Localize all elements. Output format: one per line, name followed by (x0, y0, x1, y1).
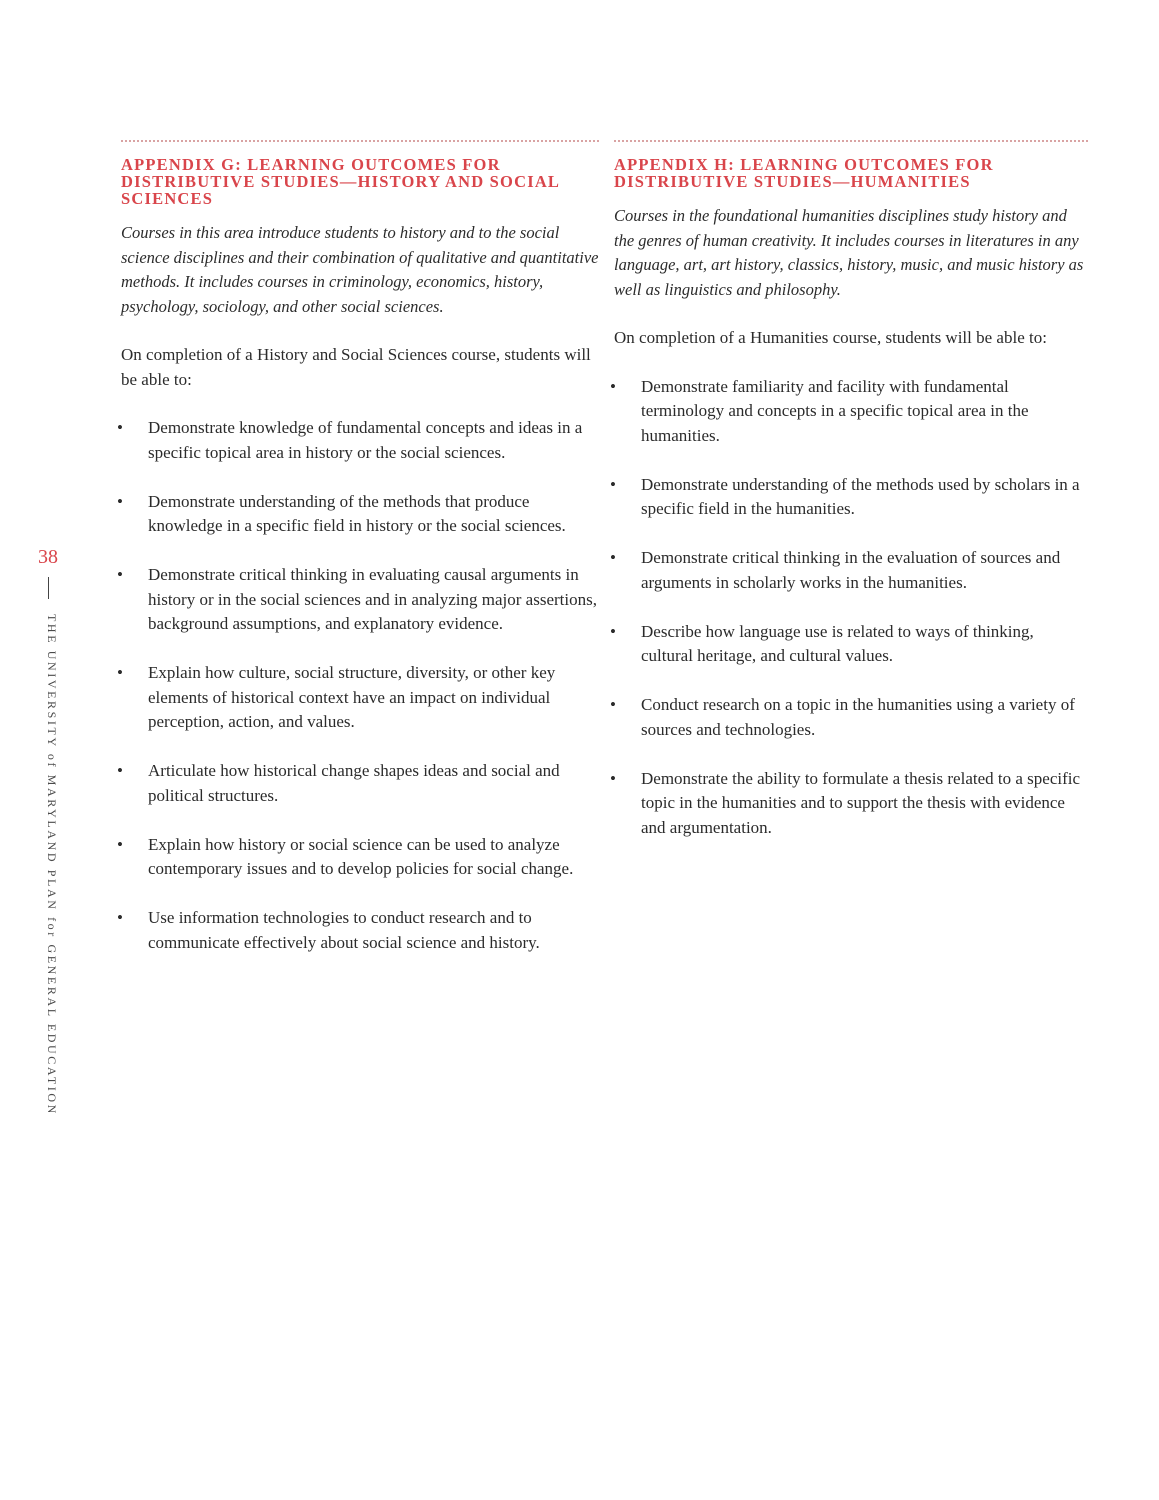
list-item-text: Conduct research on a topic in the humanities using a variety of sources and technologies. (641, 695, 1075, 739)
list-item (117, 906, 599, 955)
bullet-icon: • (117, 663, 123, 682)
running-title: THE UNIVERSITY of MARYLAND PLAN for GENERAL EDUCATION (45, 614, 59, 1116)
appendix-h-intro: Courses in the foundational humanities disciplines study history and the genres of human creativity. It includes courses in literatures in any language, art, art history, classics, history, music, and music history as well as linguistics and philosophy. (614, 206, 1084, 299)
list-item (610, 473, 1088, 522)
appendix-h-heading: APPENDIX H: LEARNING OUTCOMES FOR DISTRIBUTIVE STUDIES—HUMANITIES (614, 155, 994, 191)
list-item (117, 490, 599, 539)
list-item-text: Demonstrate understanding of the methods used by scholars in a specific field in the humanities. (641, 474, 1080, 518)
dotted-divider (121, 140, 599, 142)
bullet-icon: • (117, 834, 123, 854)
list-item (117, 833, 599, 882)
bullet-icon: • (117, 418, 123, 437)
appendix-g-intro: Courses in this area introduce students to history and to the social science disciplines and their combination of qualitative and quantitative methods. It includes courses in criminology, economics, history, psychology, sociology, and other social sciences. (121, 223, 599, 316)
list-item-text: Explain how history or social science can be used to analyze contemporary issues and to develop policies for social change. (148, 834, 574, 878)
appendix-g-heading: APPENDIX G: LEARNING OUTCOMES FOR DISTRIBUTIVE STUDIES—HISTORY AND SOCIAL SCIENCES (121, 155, 560, 208)
bullet-icon: • (610, 474, 616, 494)
bullet-icon: • (610, 695, 616, 714)
bullet-icon: • (117, 491, 123, 511)
appendix-h-lead: On completion of a Humanities course, students will be able to: (614, 328, 1047, 347)
list-item-text: Demonstrate critical thinking in evaluating causal arguments in history or in the social sciences and in analyzing major assertions, background assumptions, and explanatory evidence. (148, 565, 597, 633)
appendix-g-lead: On completion of a History and Social Sciences course, students will be able to: (121, 345, 591, 389)
list-item-text: Describe how language use is related to ways of thinking, cultural heritage, and cultural values. (641, 621, 1034, 665)
page-number-block (28, 545, 68, 599)
appendix-g-outcomes-list (117, 416, 599, 955)
side-divider (48, 577, 49, 599)
bullet-icon: • (117, 908, 123, 927)
bullet-icon: • (117, 761, 123, 780)
list-item-text: Demonstrate understanding of the methods that produce knowledge in a specific field in history or the social sciences. (148, 491, 566, 535)
list-item (610, 375, 1088, 449)
list-item-text: Explain how culture, social structure, diversity, or other key elements of historical context have an impact on individual perception, action, and values. (148, 663, 556, 731)
bullet-icon: • (610, 376, 616, 396)
appendix-h-outcomes-list (610, 375, 1088, 841)
list-item (610, 546, 1088, 595)
dotted-divider (614, 140, 1088, 142)
list-item (117, 416, 599, 465)
list-item-text: Demonstrate critical thinking in the evaluation of sources and arguments in scholarly works in the humanities. (641, 548, 1061, 592)
list-item (117, 661, 599, 735)
page-number: 38 (38, 546, 58, 568)
list-item-text: Demonstrate familiarity and facility with fundamental terminology and concepts in a specific topical area in the humanities. (641, 376, 1029, 445)
list-item-text: Use information technologies to conduct research and to communicate effectively about social science and history. (148, 908, 540, 952)
list-item-text: Articulate how historical change shapes ideas and social and political structures. (148, 761, 560, 805)
list-item (610, 620, 1088, 669)
appendix-g-section (117, 140, 599, 980)
bullet-icon: • (610, 548, 616, 567)
list-item-text: Demonstrate knowledge of fundamental concepts and ideas in a specific topical area in history or the social sciences. (148, 418, 583, 462)
bullet-icon: • (610, 768, 616, 788)
list-item (610, 767, 1088, 841)
list-item (117, 759, 599, 808)
list-item-text: Demonstrate the ability to formulate a thesis related to a specific topic in the humanities and to support the thesis with evidence and argumentation. (641, 768, 1081, 837)
bullet-icon: • (117, 565, 123, 584)
bullet-icon: • (610, 621, 616, 641)
list-item (117, 563, 599, 637)
list-item (610, 693, 1088, 742)
appendix-h-section (610, 140, 1088, 865)
